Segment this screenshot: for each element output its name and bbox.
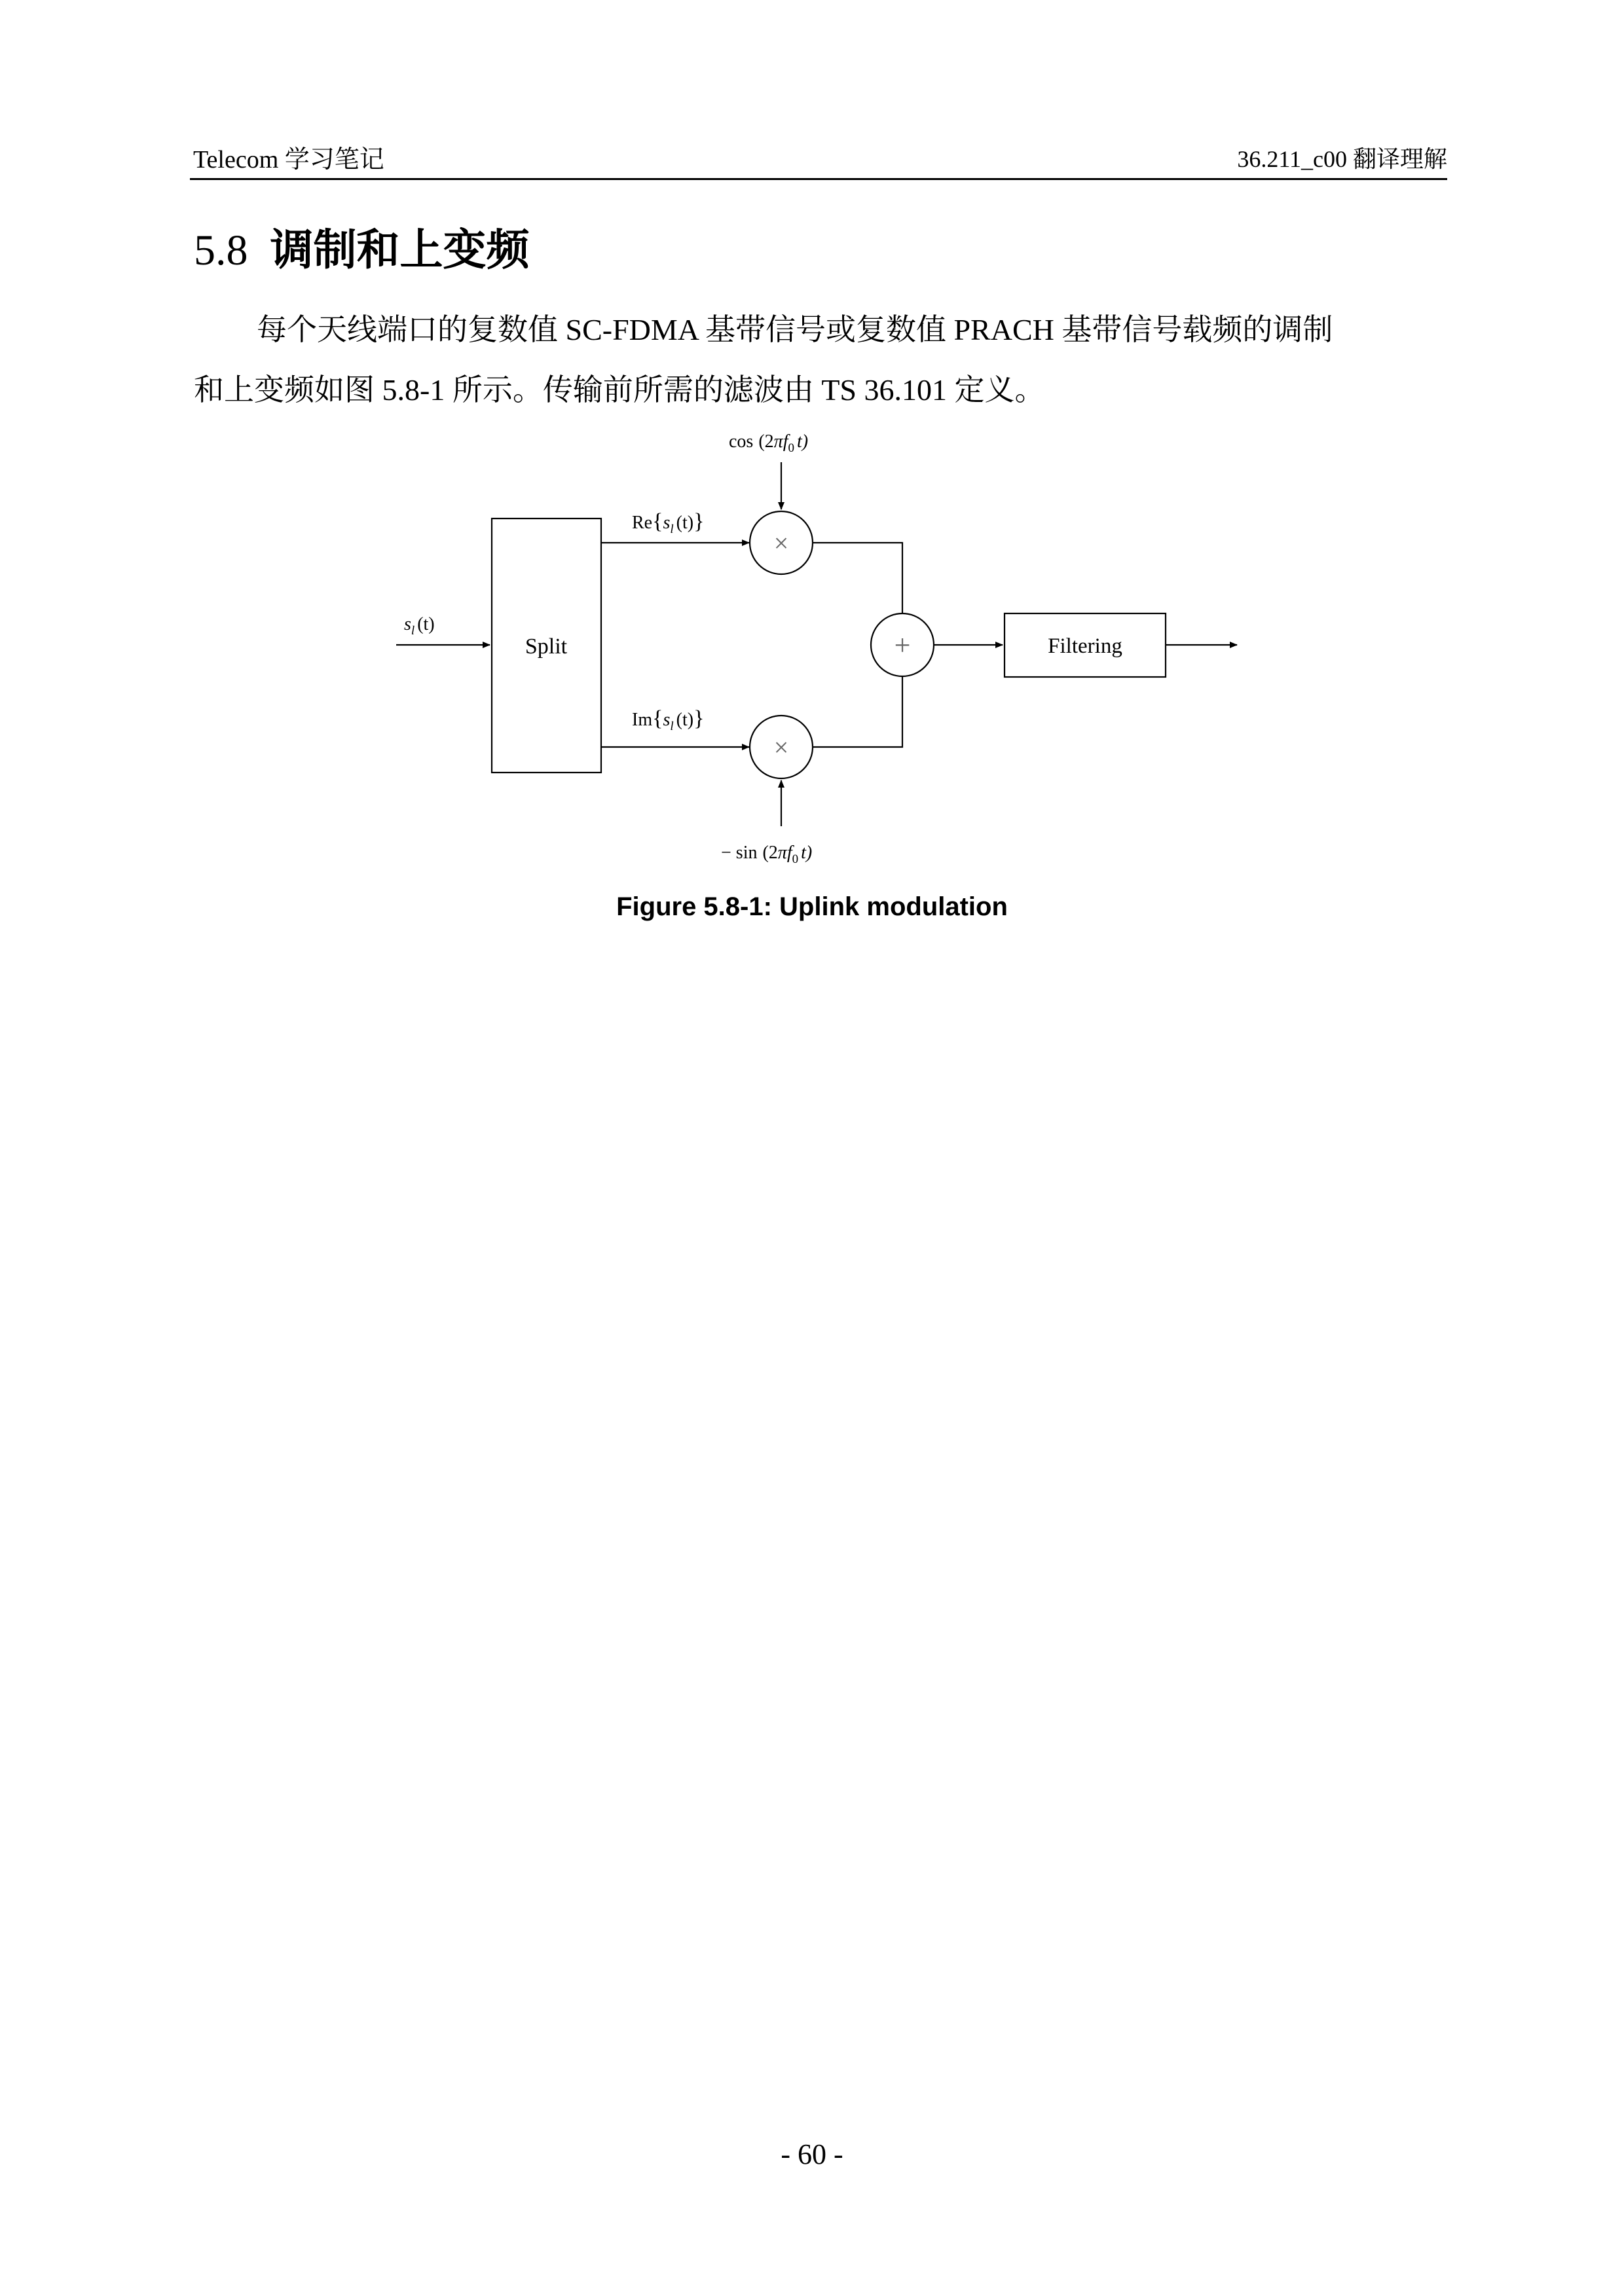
re-signal-label: $Re\{s_l$ (t)} (632, 509, 705, 536)
multiply-symbol-bottom: × (773, 733, 789, 762)
section-title: 调制和上变频 (270, 225, 530, 274)
cos-carrier-label: $\cos (2\pi f_0$ t) (729, 431, 809, 455)
add-symbol: + (894, 629, 911, 661)
figure-caption: Figure 5.8-1: Uplink modulation (616, 892, 1008, 921)
input-signal-label: $s_l$ (t) (404, 614, 435, 638)
header-right: 36.211_c00 翻译理解 (1237, 146, 1447, 172)
header-left: Telecom 学习笔记 (193, 146, 384, 173)
filtering-label: Filtering (1048, 634, 1122, 658)
im-to-adder (813, 676, 902, 747)
sin-carrier-label: − $\sin (2\pi f_0$ t) (721, 843, 813, 866)
multiply-symbol-top: × (773, 528, 789, 558)
split-label: Split (525, 634, 568, 659)
section-number: 5.8 (194, 227, 248, 274)
paragraph-line-2: 和上变频如图 5.8-1 所示。传输前所需的滤波由 TS 36.101 定义。 (194, 373, 1045, 407)
re-to-adder (813, 543, 902, 613)
page-number: - 60 - (781, 2138, 843, 2170)
paragraph-line-1: 每个天线端口的复数值 SC-FDMA 基带信号或复数值 PRACH 基带信号载频的调制 (257, 313, 1333, 346)
im-signal-label: $Im\{s_l$ (t)} (632, 706, 705, 733)
